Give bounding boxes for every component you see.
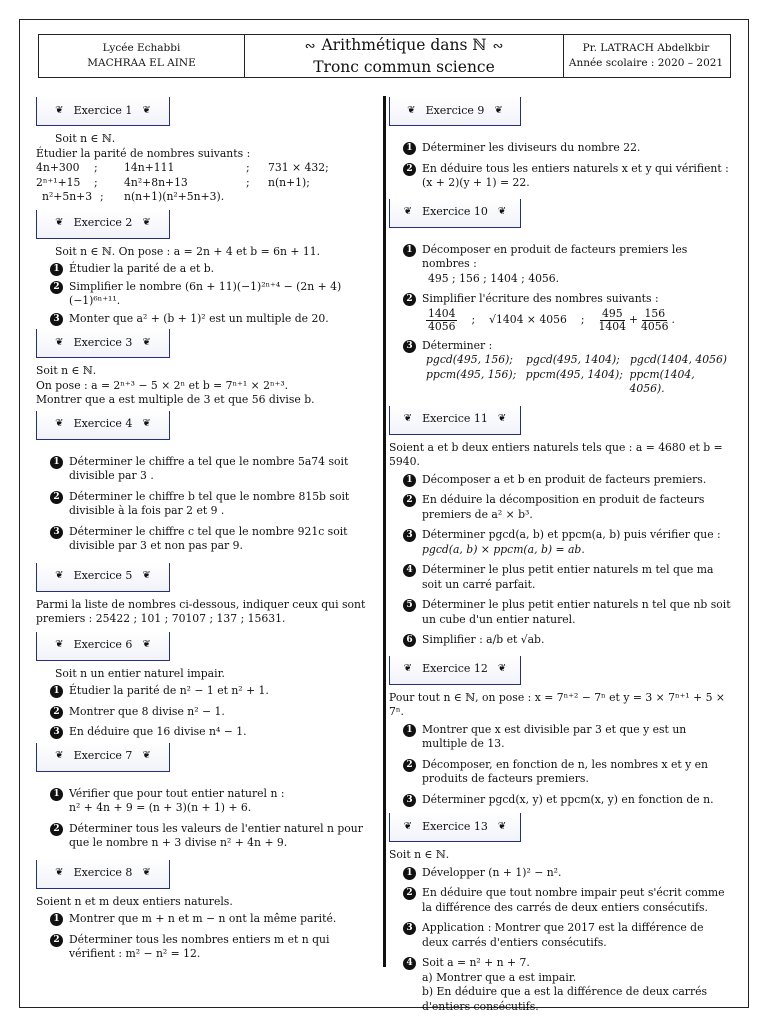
question-item	[389, 243, 733, 287]
exercise-title: Exercice 10	[422, 205, 488, 219]
circled-number-icon: 1	[50, 456, 63, 469]
exercise-intro: Soit n ∈ ℕ.	[389, 848, 450, 861]
separator: ;	[100, 190, 104, 203]
question-item	[389, 866, 733, 881]
leaf-icon: ❦	[55, 867, 64, 879]
circled-number-icon: 3	[403, 794, 416, 807]
question-item	[36, 933, 378, 962]
exercise-title: Exercice 13	[422, 819, 488, 833]
leaf-icon: ❦	[55, 104, 64, 116]
circled-number-icon: 1	[403, 244, 416, 257]
exercise-4	[36, 411, 378, 554]
question-text: En déduire que tout nombre impair peut s'écrit comme la différence des carrés de deux entiers consécutifs.	[422, 886, 725, 914]
question-text: Application : Montrer que 2017 est la différence de deux carrés d'entiers consécutifs.	[422, 921, 704, 949]
question-item	[389, 921, 733, 950]
leaf-icon: ❦	[497, 820, 507, 832]
expression: 2ⁿ⁺¹+15	[36, 175, 81, 189]
number-list: 495 ; 156 ; 1404 ; 4056.	[428, 271, 560, 285]
circled-number-icon: 4	[403, 564, 416, 577]
right-column	[389, 97, 733, 1014]
exercise-title-box	[36, 97, 170, 126]
leaf-icon: ❦	[55, 750, 64, 762]
expression: n(n+1);	[268, 175, 310, 189]
numerator: 156	[644, 306, 666, 320]
expression-row	[36, 176, 378, 191]
exercise-title-box	[389, 656, 521, 685]
expression: n²+5n+3	[42, 190, 93, 203]
circled-number-icon: 3	[403, 922, 416, 935]
school-place: MACHRAA EL AINE	[87, 57, 196, 69]
leaf-icon: ❦	[142, 867, 151, 879]
question-text: Décomposer en produit de facteurs premiers les nombres :	[422, 242, 688, 270]
sub-question: b) En déduire que a est la différence de deux carrés d'entiers consécutifs.	[422, 985, 708, 1013]
question-text: Décomposer, en fonction de n, les nombres x et y en produits de facteurs premiers.	[422, 757, 709, 785]
ornament-right-icon: ∾	[492, 39, 504, 54]
leaf-icon: ❦	[403, 663, 413, 675]
expression: 14n+111	[124, 161, 175, 174]
page-header	[38, 34, 731, 78]
question-text: En déduire tous les entiers naturels x et y qui vérifient : (x + 2)(y + 1) = 22.	[422, 161, 729, 189]
fraction	[641, 308, 668, 333]
question-item	[389, 563, 733, 592]
question-text: Déterminer tous les valeurs de l'entier naturel n pour que le nombre n + 3 divise n² + 4n + 9.	[69, 821, 363, 849]
ornament-left-icon: ∾	[304, 39, 316, 54]
column-divider	[383, 96, 386, 967]
separator: ;	[246, 175, 250, 189]
separator: ;	[94, 175, 98, 189]
circled-number-icon: 2	[50, 934, 63, 947]
circled-number-icon: 3	[403, 529, 416, 542]
square-root: √1404 × 4056	[489, 312, 567, 326]
circled-number-icon: 1	[403, 724, 416, 737]
question-formula: pgcd(a, b) × ppcm(a, b) = ab.	[422, 542, 585, 556]
exercise-3	[36, 329, 378, 408]
fraction-row: $\frac{1404}{4056}$ ; √1404 × 4056 ; $\frac{495}{1404}$ + $\frac{156}{4056}$ .	[428, 306, 675, 333]
question-item	[389, 723, 733, 752]
leaf-icon: ❦	[55, 570, 64, 582]
exercise-text: Montrer que a est multiple de 3 et que 56 divise b.	[36, 393, 315, 406]
question-text: Soit a = n² + n + 7.	[422, 956, 530, 969]
circled-number-icon: 1	[50, 913, 63, 926]
sub-question: a) Montrer que a est impair.	[422, 970, 577, 984]
question-item	[389, 473, 733, 488]
exercise-2	[36, 210, 378, 327]
question-text: Vérifier que pour tout entier naturel n :	[69, 786, 285, 800]
question-text: Déterminer les diviseurs du nombre 22.	[422, 141, 641, 154]
exercise-title-box	[36, 210, 170, 239]
denominator: 4056	[641, 319, 669, 333]
question-item	[36, 312, 378, 327]
exercise-title: Exercice 7	[73, 749, 133, 763]
question-item	[389, 162, 733, 191]
numerator: 495	[601, 306, 623, 320]
exercise-5	[36, 563, 378, 627]
gcd-expression: pgcd(1404, 4056)	[630, 353, 728, 366]
leaf-icon: ❦	[497, 413, 507, 425]
exercise-title-box	[36, 563, 170, 592]
leaf-icon: ❦	[142, 750, 151, 762]
gcd-row	[422, 353, 733, 368]
question-item	[36, 725, 378, 740]
exercise-title-box	[36, 411, 170, 440]
exercise-intro: Soit n ∈ ℕ. On pose : a = 2n + 4 et b = 6n + 11.	[55, 244, 321, 258]
circled-number-icon: 2	[50, 706, 63, 719]
question-item	[36, 490, 378, 519]
question-item	[36, 822, 378, 851]
school-info	[39, 35, 244, 77]
question-item	[36, 912, 378, 927]
leaf-icon: ❦	[142, 104, 151, 116]
question-item	[389, 758, 733, 787]
school-name: Lycée Echabbi	[102, 42, 181, 54]
leaf-icon: ❦	[494, 104, 503, 116]
exercise-text: Parmi la liste de nombres ci-dessous, indiquer ceux qui sont premiers : 25422 ; 101 ; 70107 ; 137 ; 15631.	[36, 597, 366, 625]
exercise-title: Exercice 4	[73, 417, 133, 431]
exercise-8	[36, 860, 378, 962]
separator: ;	[94, 161, 98, 174]
leaf-icon: ❦	[403, 206, 413, 218]
circled-number-icon: 6	[403, 634, 416, 647]
exercise-title: Exercice 9	[425, 103, 485, 117]
question-item	[36, 684, 378, 699]
circled-number-icon: 5	[403, 599, 416, 612]
question-item	[36, 455, 378, 484]
exercise-title-box	[389, 97, 521, 126]
circled-number-icon: 2	[403, 163, 416, 176]
question-text: Étudier la parité de n² − 1 et n² + 1.	[69, 684, 269, 697]
title-main: Arithmétique dans ℕ	[321, 36, 487, 54]
circled-number-icon: 1	[403, 474, 416, 487]
school-year: Année scolaire : 2020 – 2021	[568, 57, 724, 69]
question-text: Montrer que m + n et m − n ont la même parité.	[69, 912, 337, 925]
leaf-icon: ❦	[497, 206, 507, 218]
left-column	[36, 97, 378, 962]
circled-number-icon: 3	[50, 526, 63, 539]
leaf-icon: ❦	[142, 639, 151, 651]
circled-number-icon: 1	[403, 867, 416, 880]
expression: n(n+1)(n²+5n+3).	[124, 190, 225, 203]
expression: 4n+300	[36, 161, 80, 174]
leaf-icon: ❦	[142, 570, 151, 582]
title-level: Tronc commun science	[313, 58, 495, 76]
exercise-title-box	[389, 406, 521, 435]
exercise-9	[389, 97, 733, 191]
lcm-row	[422, 368, 733, 397]
teacher-name: Pr. LATRACH Abdelkbir	[582, 42, 710, 54]
exercise-intro: Soit n un entier naturel impair.	[55, 666, 225, 680]
expression-row	[36, 190, 378, 205]
circled-number-icon: 1	[50, 685, 63, 698]
exercise-title: Exercice 8	[73, 866, 133, 880]
question-text: Monter que a² + (b + 1)² est un multiple de 20.	[69, 311, 329, 325]
separator: ;	[246, 161, 250, 174]
lcm-expression: ppcm(495, 1404);	[525, 367, 623, 381]
question-text: Étudier la parité de a et b.	[69, 262, 215, 275]
exercise-title: Exercice 3	[73, 335, 133, 349]
question-item	[389, 886, 733, 915]
question-text: Déterminer pgcd(a, b) et ppcm(a, b) puis vérifier que :	[422, 528, 721, 541]
question-text: Déterminer le plus petit entier naturels m tel que ma soit un carré parfait.	[422, 563, 714, 591]
circled-number-icon: 2	[403, 293, 416, 306]
question-item	[36, 787, 378, 816]
lcm-expression: ppcm(1404, 4056).	[629, 367, 695, 395]
circled-number-icon: 3	[403, 340, 416, 353]
numerator: 1404	[428, 306, 456, 320]
circled-number-icon: 1	[50, 788, 63, 801]
circled-number-icon: 4	[403, 957, 416, 970]
circled-number-icon: 1	[403, 142, 416, 155]
circled-number-icon: 3	[50, 726, 63, 739]
question-text: En déduire la décomposition en produit de facteurs premiers de a² × b³.	[422, 493, 705, 521]
exercise-11	[389, 406, 733, 648]
exercise-10	[389, 199, 733, 397]
leaf-icon: ❦	[55, 336, 64, 348]
expression-row	[36, 161, 378, 176]
question-item	[389, 292, 733, 333]
exercise-title-box	[389, 813, 521, 842]
question-item	[36, 705, 378, 720]
question-item	[389, 493, 733, 522]
question-text: Décomposer a et b en produit de facteurs premiers.	[422, 472, 707, 486]
lcm-expression: ppcm(495, 156);	[426, 367, 517, 381]
question-text: Déterminer pgcd(x, y) et ppcm(x, y) en fonction de n.	[422, 792, 714, 806]
exercise-title: Exercice 11	[422, 412, 488, 426]
leaf-icon: ❦	[55, 217, 64, 229]
question-item	[389, 598, 733, 627]
question-text: Déterminer le plus petit entier naturels n tel que nb soit un cube d'un entier naturel.	[422, 598, 731, 626]
exercise-text: On pose : a = 2ⁿ⁺³ − 5 × 2ⁿ et b = 7ⁿ⁺¹ × 2ⁿ⁺³.	[36, 378, 289, 392]
question-item	[389, 339, 733, 397]
exercise-title-box	[36, 632, 170, 661]
fraction	[426, 308, 457, 333]
circled-number-icon: 2	[50, 281, 63, 294]
exercise-12	[389, 656, 733, 808]
question-text: Simplifier : a/b et √ab.	[422, 633, 545, 646]
circled-number-icon: 2	[403, 887, 416, 900]
circled-number-icon: 1	[50, 263, 63, 276]
exercise-title-box	[36, 743, 170, 772]
question-text: Déterminer le chiffre b tel que le nombre 815b soit divisible à la fois par 2 et 9 .	[69, 489, 350, 517]
circled-number-icon: 2	[50, 491, 63, 504]
exercise-title: Exercice 2	[73, 216, 133, 230]
exercise-text: Soit n ∈ ℕ.	[55, 132, 116, 145]
circled-number-icon: 2	[403, 759, 416, 772]
question-item	[389, 956, 733, 1014]
question-text: Déterminer le chiffre c tel que le nombre 921c soit divisible par 3 et non pas par 9.	[69, 524, 348, 552]
leaf-icon: ❦	[142, 217, 151, 229]
exercise-title-box	[389, 199, 521, 228]
exercise-6	[36, 632, 378, 740]
circled-number-icon: 2	[403, 494, 416, 507]
exercise-7	[36, 743, 378, 851]
document-title	[244, 35, 564, 77]
gcd-expression: pgcd(495, 156);	[426, 353, 513, 366]
exercise-title: Exercice 12	[422, 662, 488, 676]
denominator: 1404	[598, 319, 626, 333]
question-item	[36, 280, 378, 309]
question-formula: n² + 4n + 9 = (n + 3)(n + 1) + 6.	[69, 801, 252, 814]
exercise-title: Exercice 1	[73, 103, 133, 117]
leaf-icon: ❦	[142, 336, 151, 348]
leaf-icon: ❦	[55, 418, 64, 430]
question-text: Simplifier l'écriture des nombres suivants :	[422, 292, 659, 305]
leaf-icon: ❦	[142, 418, 151, 430]
question-text: Déterminer le chiffre a tel que le nombre 5a74 soit divisible par 3 .	[69, 454, 349, 482]
question-item	[389, 141, 733, 156]
question-text: En déduire que 16 divise n⁴ − 1.	[69, 725, 247, 738]
question-item	[36, 262, 378, 277]
question-text: Déterminer tous les nombres entiers m et n qui vérifient : m² − n² = 12.	[69, 932, 330, 960]
denominator: 4056	[428, 319, 456, 333]
exercise-text: Soit n ∈ ℕ.	[36, 364, 97, 377]
circled-number-icon: 3	[50, 313, 63, 326]
exercise-title-box	[36, 329, 170, 358]
exercise-intro: Soient n et m deux entiers naturels.	[36, 894, 233, 908]
exercise-intro: Pour tout n ∈ ℕ, on pose : x = 7ⁿ⁺² − 7ⁿ et y = 3 × 7ⁿ⁺¹ + 5 × 7ⁿ.	[389, 690, 725, 718]
leaf-icon: ❦	[407, 104, 416, 116]
question-text: Montrer que x est divisible par 3 et que y est un multiple de 13.	[422, 722, 687, 750]
leaf-icon: ❦	[403, 413, 413, 425]
exercise-13	[389, 813, 733, 1014]
exercise-title: Exercice 5	[73, 569, 133, 583]
question-item	[36, 525, 378, 554]
question-text: Développer (n + 1)² − n².	[422, 865, 562, 879]
leaf-icon: ❦	[497, 663, 507, 675]
expression: 731 × 432;	[268, 161, 329, 174]
question-item	[389, 528, 733, 557]
leaf-icon: ❦	[55, 639, 64, 651]
question-text: Déterminer :	[422, 338, 493, 352]
gcd-expression: pgcd(495, 1404);	[526, 353, 620, 366]
question-item	[389, 633, 733, 648]
question-item	[389, 793, 733, 808]
exercise-1	[36, 97, 378, 205]
circled-number-icon: 2	[50, 823, 63, 836]
exercise-title: Exercice 6	[73, 638, 133, 652]
teacher-info	[562, 35, 730, 77]
exercise-title-box	[36, 860, 170, 889]
question-text: Montrer que 8 divise n² − 1.	[69, 704, 225, 718]
fraction	[599, 308, 626, 333]
exercise-intro: Soient a et b deux entiers naturels tels que : a = 4680 et b = 5940.	[389, 440, 723, 468]
exercise-text: Étudier la parité de nombres suivants :	[36, 146, 251, 160]
leaf-icon: ❦	[403, 820, 413, 832]
expression: 4n²+8n+13	[124, 175, 188, 189]
question-text: Simplifier le nombre (6n + 11)(−1)²ⁿ⁺⁴ − (2n + 4)(−1)⁶ⁿ⁺¹¹.	[69, 279, 342, 307]
